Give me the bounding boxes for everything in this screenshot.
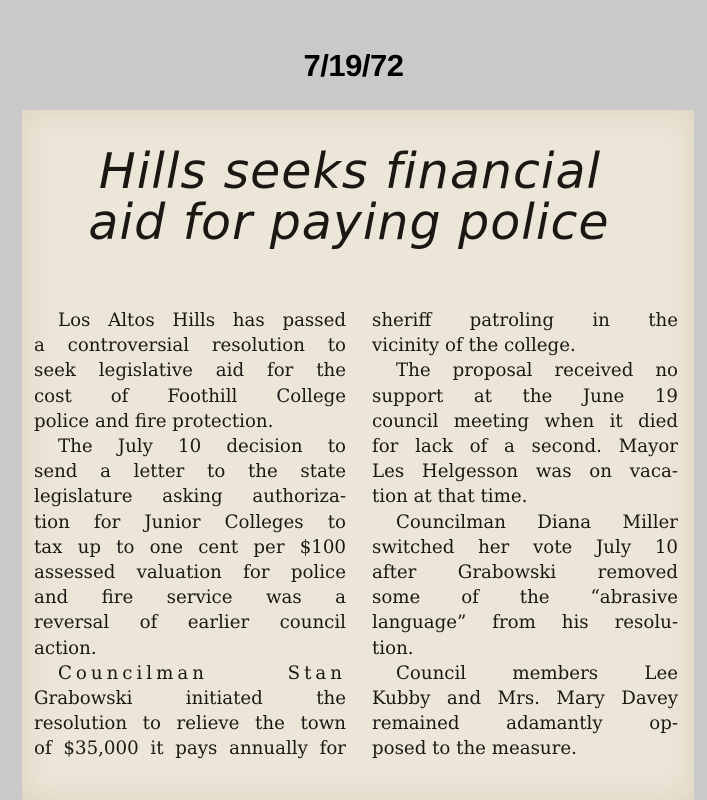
article-line: some of the “abrasive: [372, 587, 678, 609]
newspaper-clipping: [22, 110, 694, 800]
article-line: The proposal received no: [396, 360, 678, 382]
article-line: support at the June 19: [372, 385, 678, 407]
article-line: action.: [34, 637, 97, 659]
article-line: council meeting when it died: [372, 410, 678, 432]
article-line: Council members Lee: [396, 662, 678, 684]
article-line: Los Altos Hills has passed: [58, 310, 346, 331]
article-column-right: [372, 308, 678, 762]
article-line: and fire service was a: [34, 587, 346, 609]
article-line: of $35,000 it pays annually for: [34, 738, 346, 760]
article-line: a controversial resolution to: [34, 335, 346, 357]
article-line: tax up to one cent per $100: [34, 536, 346, 558]
article-line: vicinity of the college.: [372, 335, 576, 357]
article-line: after Grabowski removed: [372, 562, 678, 584]
article-line: reversal of earlier council: [34, 612, 346, 634]
article-line: tion at that time.: [372, 486, 528, 508]
headline: [22, 143, 694, 251]
article-line: police and fire protection.: [34, 410, 274, 432]
article-line: assessed valuation for police: [34, 562, 346, 584]
article-line: sheriff patroling in the: [372, 310, 678, 331]
article-line: tion.: [372, 637, 414, 659]
article-line: Les Helgesson was on vaca-: [372, 461, 678, 483]
article-column-left: [34, 308, 346, 762]
article-line: seek legislative aid for the: [34, 360, 346, 382]
article-line: switched her vote July 10: [372, 536, 678, 558]
headline-line-2: aid for paying police: [88, 194, 610, 251]
article-line: Councilman Diana Miller: [396, 511, 678, 533]
article-line: remained adamantly op-: [372, 713, 678, 735]
article-line: Grabowski initiated the: [34, 688, 346, 710]
article-line: Kubby and Mrs. Mary Davey: [372, 688, 678, 710]
article-line: Councilman Stan: [58, 662, 346, 684]
article-line: posed to the measure.: [372, 738, 577, 760]
date-stamp: 7/19/72: [303, 48, 404, 83]
article-line: send a letter to the state: [34, 461, 346, 483]
article-line: for lack of a second. Mayor: [372, 436, 678, 458]
article-line: cost of Foothill College: [34, 385, 346, 407]
article-line: resolution to relieve the town: [34, 713, 346, 735]
article-line: tion for Junior Colleges to: [34, 511, 346, 533]
article-line: legislature asking authoriza-: [34, 486, 346, 508]
article-line: language” from his resolu-: [372, 612, 678, 634]
article-line: The July 10 decision to: [58, 436, 346, 458]
headline-line-1: Hills seeks financial: [98, 143, 602, 200]
